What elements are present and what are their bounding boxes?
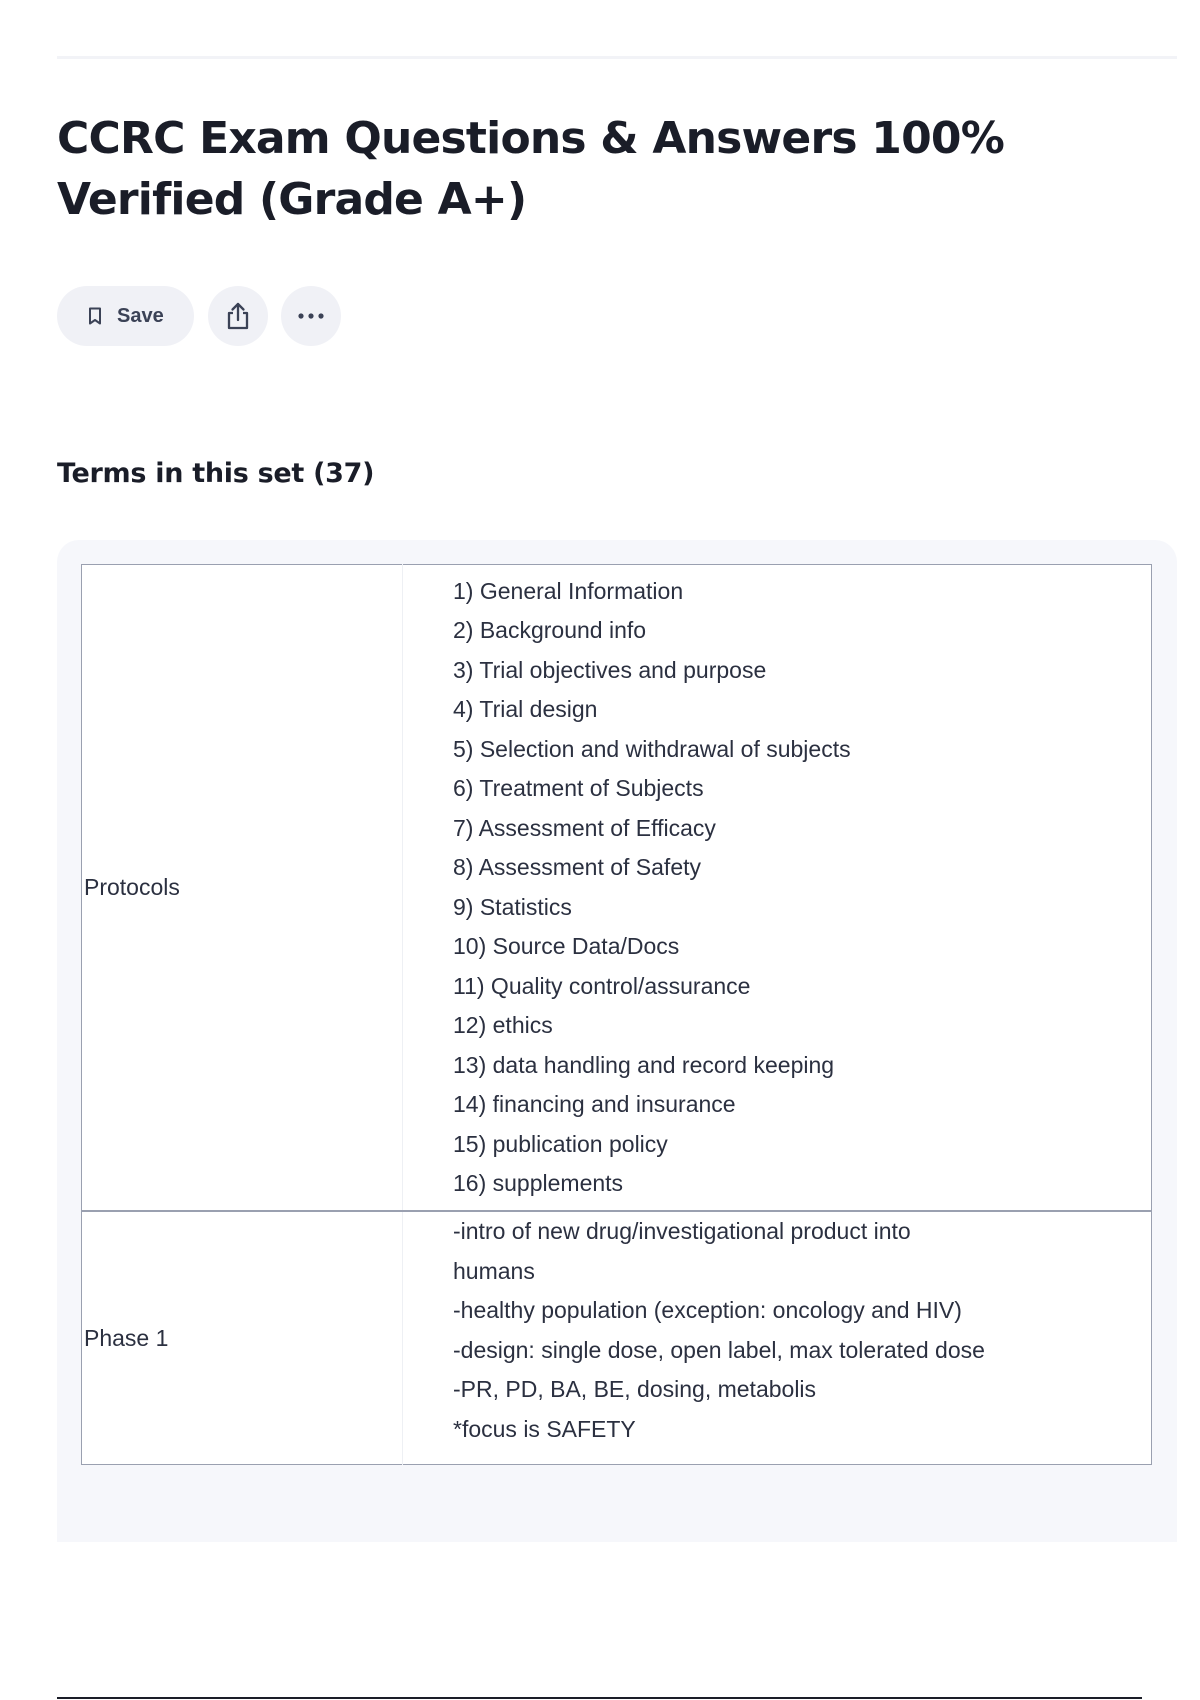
definition-line: 3) Trial objectives and purpose bbox=[453, 656, 767, 683]
action-bar bbox=[57, 286, 341, 346]
save-button[interactable] bbox=[57, 286, 194, 346]
definition-line: 1) General Information bbox=[453, 577, 684, 604]
share-icon bbox=[224, 301, 252, 331]
bottom-rule bbox=[57, 1697, 1142, 1699]
definition-line: 13) data handling and record keeping bbox=[453, 1051, 835, 1078]
bookmark-icon bbox=[87, 306, 103, 326]
page-title: CCRC Exam Questions & Answers 100% Verified (Grade A+) bbox=[57, 113, 1004, 225]
definition-cell bbox=[403, 565, 1152, 1212]
top-divider bbox=[57, 56, 1177, 59]
definition-line: 12) ethics bbox=[453, 1012, 553, 1038]
definition-line: 5) Selection and withdrawal of subjects bbox=[453, 735, 851, 762]
definition-line: 15) publication policy bbox=[453, 1130, 668, 1157]
definition-line: 14) financing and insurance bbox=[453, 1091, 736, 1117]
share-button[interactable] bbox=[208, 286, 268, 346]
definition-line: 4) Trial design bbox=[453, 696, 598, 722]
definition-line: *focus is SAFETY bbox=[453, 1415, 636, 1442]
definition-line: humans bbox=[453, 1257, 535, 1284]
more-horizontal-icon bbox=[297, 312, 325, 320]
definition-line: 10) Source Data/Docs bbox=[453, 933, 680, 959]
definition-line: -healthy population (exception: oncology and HIV) bbox=[453, 1297, 962, 1323]
definition-line: -design: single dose, open label, max tolerated dose bbox=[453, 1336, 985, 1363]
save-label: Save bbox=[117, 304, 164, 327]
term-row bbox=[82, 565, 1152, 1212]
term-cell: Phase 1 bbox=[82, 1211, 403, 1465]
more-options-button[interactable] bbox=[281, 286, 341, 346]
definition-line: 8) Assessment of Safety bbox=[453, 854, 702, 880]
term-cell: Protocols bbox=[82, 565, 403, 1212]
term-row bbox=[82, 1211, 1152, 1465]
definition-line: 6) Treatment of Subjects bbox=[453, 775, 704, 801]
definition-line: 2) Background info bbox=[453, 617, 647, 643]
terms-header: Terms in this set (37) bbox=[57, 458, 375, 489]
definition-line: 16) supplements bbox=[453, 1170, 624, 1196]
definition-line: 7) Assessment of Efficacy bbox=[453, 814, 716, 841]
terms-table bbox=[81, 564, 1152, 1465]
definition-cell bbox=[403, 1211, 1152, 1465]
definition-line: -PR, PD, BA, BE, dosing, metabolis bbox=[453, 1376, 817, 1402]
definition-line: 11) Quality control/assurance bbox=[453, 972, 751, 999]
definition-line: 9) Statistics bbox=[453, 893, 572, 920]
definition-line: -intro of new drug/investigational product into bbox=[453, 1218, 911, 1244]
